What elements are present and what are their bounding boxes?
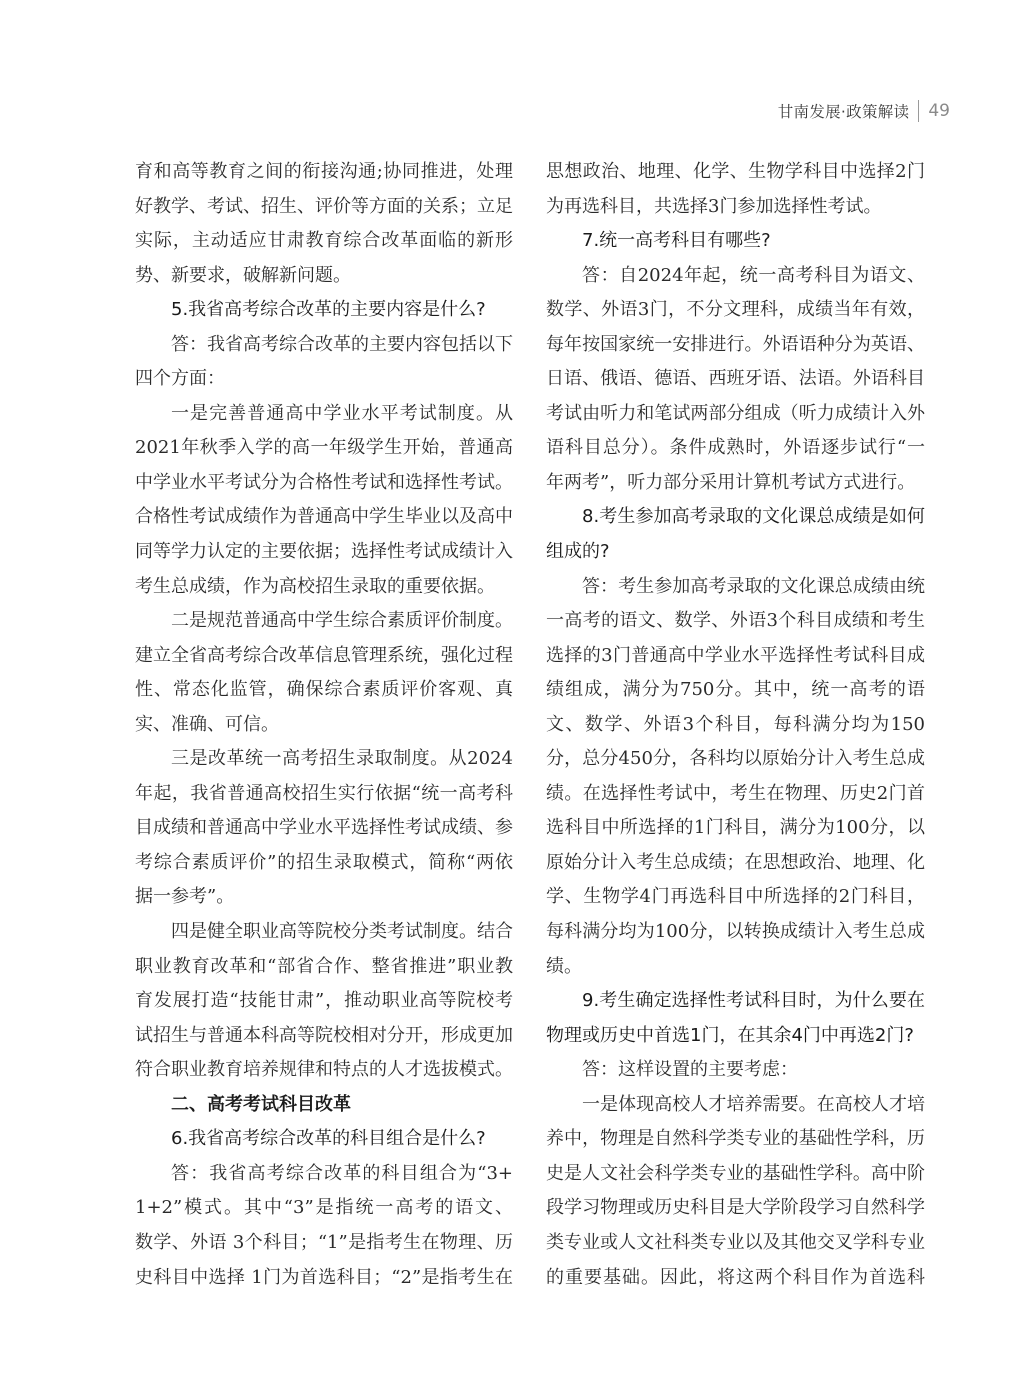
paragraph-line: 考试由听力和笔试两部分组成（听力成绩计入外 [546, 402, 925, 424]
paragraph-line: 文、数学、外语3个科目，每科满分均为150 [546, 713, 925, 735]
header-divider [918, 100, 919, 122]
paragraph-line: 选择的3门普通高中学业水平选择性考试科目成 [546, 644, 925, 666]
answer-9-point-1 [546, 1088, 925, 1295]
paragraph-line: 四个方面： [135, 368, 225, 390]
answer-8-paragraph [546, 570, 925, 985]
paragraph-line: 史是人文社会科学类专业的基础性学科。高中阶 [546, 1162, 925, 1184]
paragraph-line: 选科目中所选择的1门科目，满分为100分，以 [546, 817, 925, 839]
paragraph-line: 原始分计入考生总成绩；在思想政治、地理、化 [546, 851, 925, 873]
question-6-heading: 6.我省高考综合改革的科目组合是什么? [171, 1128, 486, 1150]
paragraph-line: 类专业或人文社科类专业以及其他交叉学科专业 [546, 1231, 925, 1253]
paragraph-line: 建立全省高考综合改革信息管理系统，强化过程 [135, 644, 513, 666]
paragraph-line: 二是规范普通高中学生综合素质评价制度。 [171, 610, 513, 632]
heading-line: 物理或历史中首选1门，在其余4门中再选2门? [546, 1024, 914, 1046]
paragraph-line: 年起，我省普通高校招生实行依据“统一高考科 [135, 782, 513, 804]
running-header [778, 99, 950, 123]
intro-paragraph [135, 155, 513, 293]
paragraph-line: 势、新要求，破解新问题。 [135, 264, 351, 286]
paragraph-line: 绩。在选择性考试中，考生在物理、历史2门首 [546, 782, 925, 804]
answer-5-paragraph [135, 328, 513, 397]
paragraph-line: 一高考的语文、数学、外语3个科目成绩和考生 [546, 610, 925, 632]
paragraph-line: 实际，主动适应甘肃教育综合改革面临的新形 [135, 230, 513, 252]
header-section-title: 甘南发展·政策解读 [777, 103, 910, 121]
paragraph-line: 据一参考”。 [135, 886, 235, 908]
paragraph-line: 数学、外语 3个科目；“1”是指考生在物理、历 [135, 1231, 513, 1253]
page-number: 49 [928, 101, 950, 121]
paragraph-line: 考综合素质评价”的招生录取模式，简称“两依 [135, 851, 513, 873]
answer-9-intro: 答：这样设置的主要考虑： [582, 1059, 798, 1081]
paragraph-line: 语科目总分）。条件成熟时，外语逐步试行“一 [546, 437, 925, 459]
paragraph-line: 分，总分450分，各科均以原始分计入考生总成 [546, 748, 925, 770]
paragraph-line: 答：自2024年起，统一高考科目为语文、 [582, 264, 925, 286]
paragraph-line: 好教学、考试、招生、评价等方面的关系；立足 [135, 195, 513, 217]
answer-5-point-4 [135, 915, 513, 1088]
paragraph-line: 数学、外语3门，不分文理科，成绩当年有效， [546, 299, 925, 321]
paragraph-line: 试招生与普通本科高等院校相对分开，形成更加 [135, 1024, 513, 1046]
paragraph-line: 史科目中选择 1门为首选科目；“2”是指考生在 [135, 1266, 513, 1288]
paragraph-line: 段学习物理或历史科目是大学阶段学习自然科学 [546, 1197, 925, 1219]
question-5-heading: 5.我省高考综合改革的主要内容是什么? [171, 299, 486, 321]
paragraph-line: 育和高等教育之间的衔接沟通;协同推进，处理 [135, 161, 513, 182]
paragraph-line: 日语、俄语、德语、西班牙语、法语。外语科目 [546, 368, 925, 390]
paragraph-line: 目成绩和普通高中学业水平选择性考试成绩、参 [135, 817, 513, 839]
paragraph-line: 答：我省高考综合改革的科目组合为“3+ [171, 1162, 513, 1184]
paragraph-line: 三是改革统一高考招生录取制度。从2024 [171, 748, 513, 770]
section-2-heading: 二、高考考试科目改革 [171, 1093, 351, 1115]
paragraph-line: 年两考”，听力部分采用计算机考试方式进行。 [546, 471, 916, 493]
question-8-heading [546, 500, 925, 569]
right-column [546, 155, 925, 1295]
paragraph-line: 绩组成，满分为750分。其中，统一高考的语 [546, 679, 925, 701]
answer-5-point-3 [135, 742, 513, 915]
paragraph-line: 中学业水平考试分为合格性考试和选择性考试。 [135, 471, 513, 493]
heading-line: 9.考生确定选择性考试科目时，为什么要在 [582, 990, 925, 1012]
question-7-heading: 7.统一高考科目有哪些? [582, 230, 771, 252]
answer-6-paragraph [135, 1157, 513, 1295]
paragraph-line: 符合职业教育培养规律和特点的人才选拔模式。 [135, 1059, 513, 1081]
paragraph-line: 学、生物学4门再选科目中所选择的2门科目， [546, 886, 925, 908]
paragraph-line: 育发展打造“技能甘肃”，推动职业高等院校考 [135, 990, 513, 1012]
paragraph-line: 每科满分均为100分，以转换成绩计入考生总成 [546, 921, 925, 943]
paragraph-line: 合格性考试成绩作为普通高中学生毕业以及高中 [135, 506, 513, 528]
paragraph-line: 1+2”模式。其中“3”是指统一高考的语文、 [135, 1197, 513, 1219]
paragraph-line: 四是健全职业高等院校分类考试制度。结合 [171, 921, 513, 943]
paragraph-line: 绩。 [546, 955, 582, 977]
paragraph-line: 职业教育改革和“部省合作、整省推进”职业教 [135, 955, 513, 977]
paragraph-line: 性、常态化监管，确保综合素质评价客观、真 [135, 679, 513, 701]
left-column [135, 155, 513, 1295]
answer-6-continued [546, 155, 925, 224]
paragraph-line: 为再选科目，共选择3门参加选择性考试。 [546, 195, 882, 217]
paragraph-line: 一是体现高校人才培养需要。在高校人才培 [582, 1093, 925, 1115]
answer-5-point-1 [135, 397, 513, 604]
paragraph-line: 2021年秋季入学的高一年级学生开始，普通高 [135, 437, 513, 459]
answer-7-paragraph [546, 259, 925, 501]
paragraph-line: 养中，物理是自然科学类专业的基础性学科，历 [546, 1128, 925, 1150]
paragraph-line: 的重要基础。因此，将这两个科目作为首选科 [546, 1266, 925, 1288]
paragraph-line: 思想政治、地理、化学、生物学科目中选择2门 [546, 161, 925, 182]
paragraph-line: 答：考生参加高考录取的文化课总成绩由统 [582, 575, 925, 597]
paragraph-line: 每年按国家统一安排进行。外语语种分为英语、 [546, 333, 925, 355]
heading-line: 组成的? [546, 541, 610, 563]
answer-5-point-2 [135, 604, 513, 742]
question-9-heading [546, 984, 925, 1053]
paragraph-line: 同等学力认定的主要依据；选择性考试成绩计入 [135, 541, 513, 563]
paragraph-line: 实、准确、可信。 [135, 713, 279, 735]
paragraph-line: 一是完善普通高中学业水平考试制度。从 [171, 402, 513, 424]
paragraph-line: 答：我省高考综合改革的主要内容包括以下 [171, 333, 513, 355]
heading-line: 8.考生参加高考录取的文化课总成绩是如何 [582, 506, 925, 528]
paragraph-line: 考生总成绩，作为高校招生录取的重要依据。 [135, 575, 495, 597]
